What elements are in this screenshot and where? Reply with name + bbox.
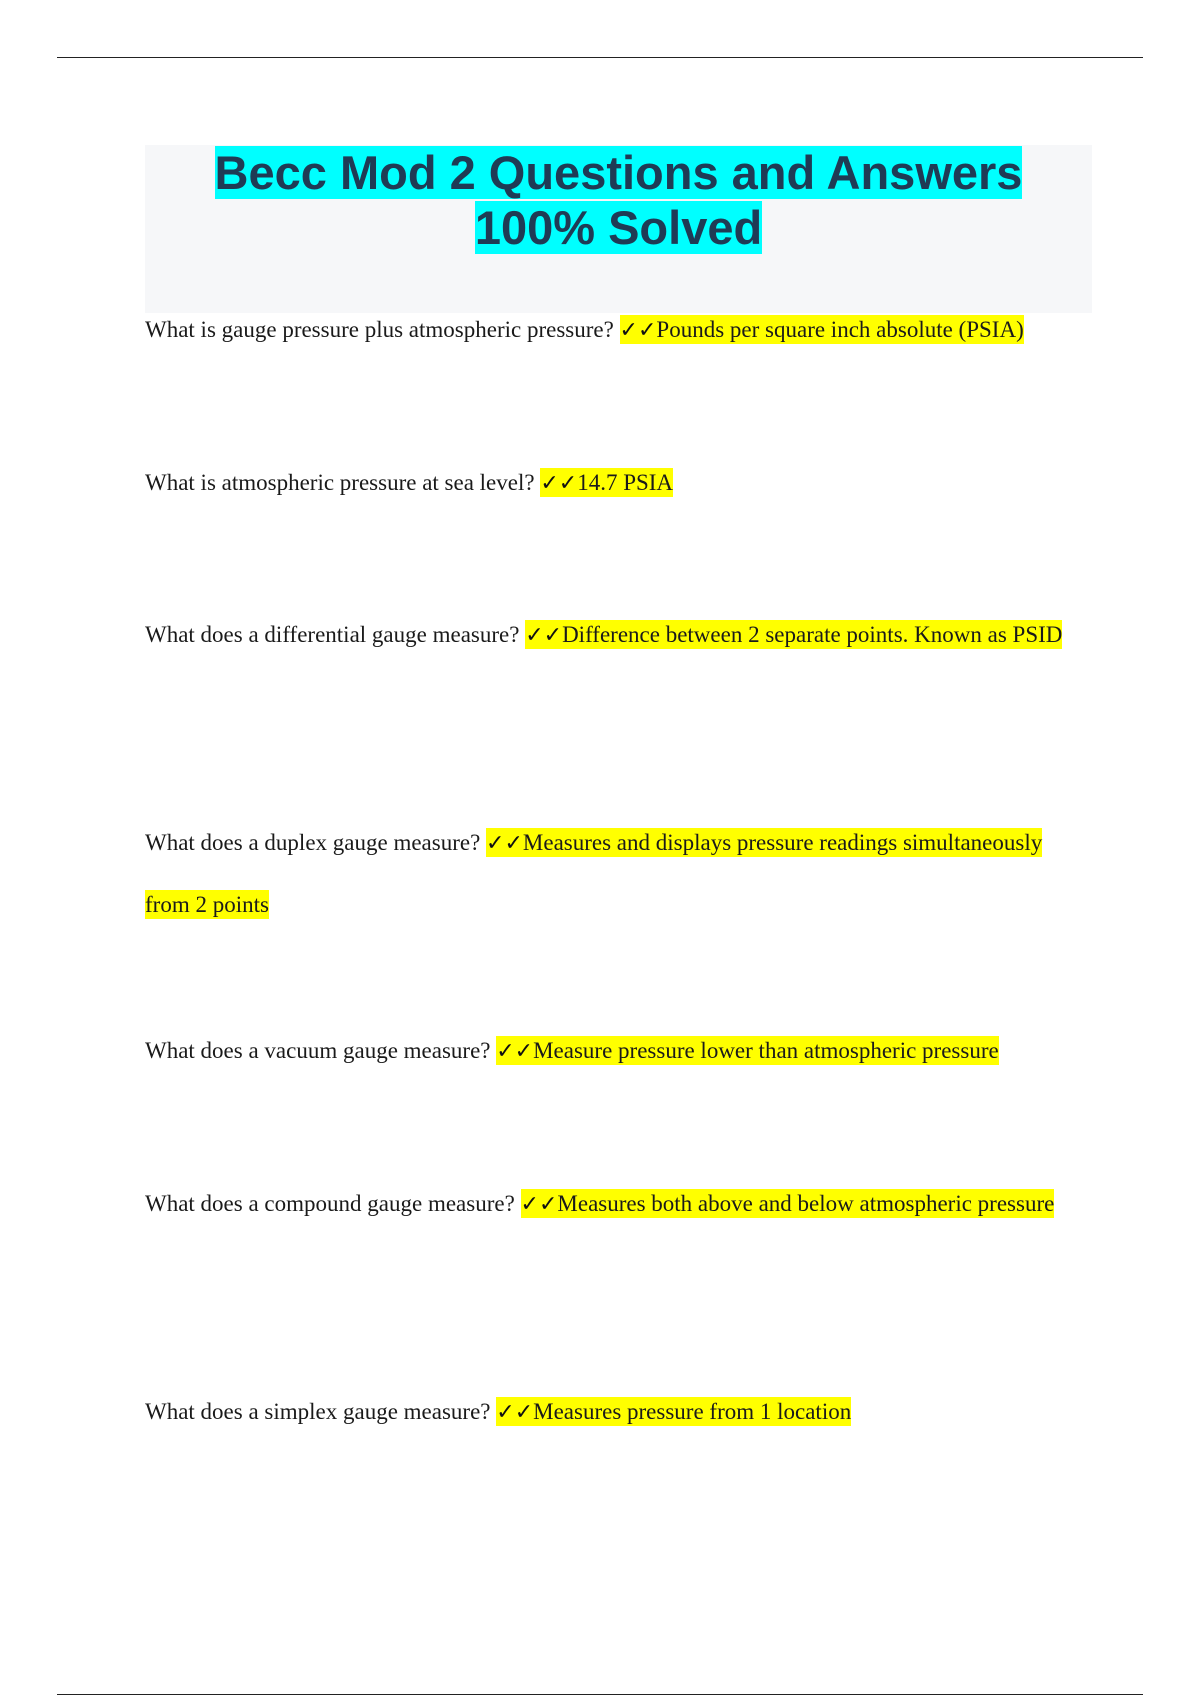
answer-highlight bbox=[620, 315, 1024, 344]
answer-highlight bbox=[540, 468, 673, 497]
qa-item bbox=[145, 299, 1085, 361]
title-banner bbox=[145, 145, 1092, 313]
answer-text: Measures and displays pressure readings simultaneously from 2 points bbox=[145, 830, 1043, 917]
double-check-icon: ✓✓ bbox=[520, 1192, 558, 1217]
qa-item bbox=[145, 604, 1085, 666]
answer-text: Measures both above and below atmospheric pressure bbox=[557, 1191, 1055, 1216]
double-check-icon: ✓✓ bbox=[486, 831, 523, 856]
answer-text: Pounds per square inch absolute (PSIA) bbox=[656, 317, 1024, 342]
answer-text: Measures pressure from 1 location bbox=[533, 1399, 852, 1424]
footer-rule bbox=[57, 1694, 1143, 1695]
answer-text: Measure pressure lower than atmospheric pressure bbox=[533, 1038, 999, 1063]
answer-text: 14.7 PSIA bbox=[577, 470, 674, 495]
double-check-icon: ✓✓ bbox=[496, 1400, 534, 1425]
double-check-icon: ✓✓ bbox=[525, 623, 563, 648]
answer-highlight bbox=[521, 1189, 1055, 1218]
double-check-icon: ✓✓ bbox=[540, 471, 578, 496]
document-title: Becc Mod 2 Questions and Answers 100% Solved bbox=[214, 146, 1023, 254]
qa-item bbox=[145, 452, 1085, 514]
answer-highlight bbox=[496, 1397, 851, 1426]
header-rule bbox=[57, 57, 1143, 58]
qa-item bbox=[145, 812, 1085, 935]
qa-item bbox=[145, 1381, 1085, 1443]
question-text: What does a duplex gauge measure? bbox=[145, 830, 481, 855]
answer-highlight bbox=[525, 620, 1062, 649]
question-text: What does a compound gauge measure? bbox=[145, 1191, 515, 1216]
double-check-icon: ✓✓ bbox=[496, 1039, 534, 1064]
question-text: What is atmospheric pressure at sea level? bbox=[145, 470, 535, 495]
double-check-icon: ✓✓ bbox=[619, 318, 657, 343]
answer-text: Difference between 2 separate points. Known as PSID bbox=[562, 622, 1063, 647]
question-text: What does a simplex gauge measure? bbox=[145, 1399, 491, 1424]
qa-item bbox=[145, 1020, 1085, 1082]
question-text: What does a vacuum gauge measure? bbox=[145, 1038, 491, 1063]
answer-highlight bbox=[496, 1036, 998, 1065]
question-text: What is gauge pressure plus atmospheric pressure? bbox=[145, 317, 614, 342]
qa-item bbox=[145, 1173, 1085, 1235]
question-text: What does a differential gauge measure? bbox=[145, 622, 520, 647]
